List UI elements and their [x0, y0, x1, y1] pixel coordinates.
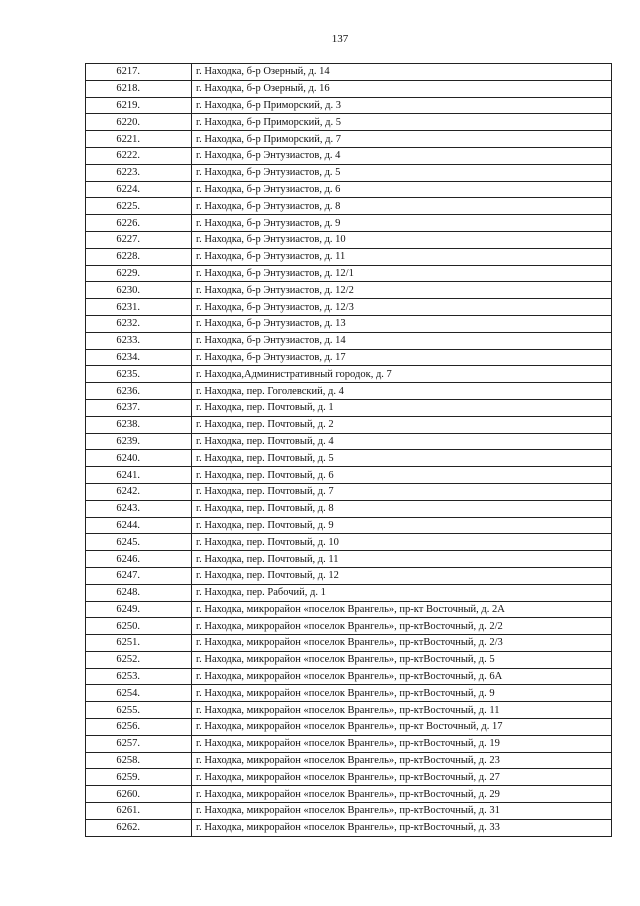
row-address: г. Находка, микрорайон «поселок Врангель», пр-ктВосточный, д. 2/2	[192, 618, 612, 635]
table-row	[86, 164, 612, 181]
row-number: 6218.	[86, 80, 192, 97]
row-address: г. Находка, б-р Энтузиастов, д. 6	[192, 181, 612, 198]
table-row	[86, 601, 612, 618]
table-row	[86, 450, 612, 467]
row-address: г. Находка, б-р Энтузиастов, д. 10	[192, 231, 612, 248]
row-number: 6262.	[86, 819, 192, 836]
table-row	[86, 685, 612, 702]
row-address: г. Находка, микрорайон «поселок Врангель», пр-ктВосточный, д. 27	[192, 769, 612, 786]
row-number: 6240.	[86, 450, 192, 467]
table-row	[86, 735, 612, 752]
table-row	[86, 383, 612, 400]
row-number: 6257.	[86, 735, 192, 752]
table-row	[86, 97, 612, 114]
table-row	[86, 702, 612, 719]
table-row	[86, 786, 612, 803]
row-number: 6232.	[86, 315, 192, 332]
row-address: г. Находка, пер. Почтовый, д. 11	[192, 551, 612, 568]
row-address: г. Находка, пер. Гоголевский, д. 4	[192, 383, 612, 400]
row-address: г. Находка, б-р Энтузиастов, д. 5	[192, 164, 612, 181]
row-address: г. Находка, пер. Почтовый, д. 12	[192, 567, 612, 584]
table-row	[86, 635, 612, 652]
row-address: г. Находка, микрорайон «поселок Врангель», пр-кт Восточный, д. 2А	[192, 601, 612, 618]
table-row	[86, 231, 612, 248]
table-row	[86, 467, 612, 484]
row-number: 6256.	[86, 719, 192, 736]
table-row	[86, 399, 612, 416]
table-row	[86, 433, 612, 450]
row-number: 6235.	[86, 366, 192, 383]
table-row	[86, 618, 612, 635]
row-address: г. Находка, микрорайон «поселок Врангель», пр-ктВосточный, д. 9	[192, 685, 612, 702]
row-number: 6261.	[86, 803, 192, 820]
row-address: г. Находка, б-р Озерный, д. 14	[192, 64, 612, 81]
row-address: г. Находка, б-р Энтузиастов, д. 8	[192, 198, 612, 215]
row-address: г. Находка, б-р Энтузиастов, д. 14	[192, 332, 612, 349]
table-row	[86, 668, 612, 685]
row-address: г. Находка, б-р Энтузиастов, д. 9	[192, 215, 612, 232]
row-address: г. Находка, б-р Энтузиастов, д. 13	[192, 315, 612, 332]
row-address: г. Находка, б-р Энтузиастов, д. 11	[192, 248, 612, 265]
row-address: г. Находка, микрорайон «поселок Врангель», пр-ктВосточный, д. 31	[192, 803, 612, 820]
row-number: 6226.	[86, 215, 192, 232]
row-number: 6247.	[86, 567, 192, 584]
row-number: 6219.	[86, 97, 192, 114]
table-row	[86, 719, 612, 736]
row-address: г. Находка, пер. Почтовый, д. 10	[192, 534, 612, 551]
row-address: г. Находка, б-р Озерный, д. 16	[192, 80, 612, 97]
row-address: г. Находка, микрорайон «поселок Врангель», пр-ктВосточный, д. 11	[192, 702, 612, 719]
row-address: г. Находка, микрорайон «поселок Врангель», пр-ктВосточный, д. 19	[192, 735, 612, 752]
row-number: 6229.	[86, 265, 192, 282]
row-number: 6249.	[86, 601, 192, 618]
table-row	[86, 114, 612, 131]
table-row	[86, 349, 612, 366]
row-address: г. Находка, пер. Почтовый, д. 7	[192, 483, 612, 500]
row-number: 6223.	[86, 164, 192, 181]
row-number: 6255.	[86, 702, 192, 719]
row-number: 6245.	[86, 534, 192, 551]
table-row	[86, 332, 612, 349]
table-row	[86, 517, 612, 534]
table-row	[86, 64, 612, 81]
row-number: 6220.	[86, 114, 192, 131]
table-row	[86, 80, 612, 97]
row-number: 6244.	[86, 517, 192, 534]
table-row	[86, 265, 612, 282]
row-address: г. Находка, микрорайон «поселок Врангель», пр-ктВосточный, д. 5	[192, 651, 612, 668]
table-row	[86, 752, 612, 769]
table-row	[86, 248, 612, 265]
row-address: г. Находка, б-р Энтузиастов, д. 12/3	[192, 299, 612, 316]
table-row	[86, 315, 612, 332]
row-number: 6252.	[86, 651, 192, 668]
table-row	[86, 215, 612, 232]
row-number: 6254.	[86, 685, 192, 702]
row-number: 6238.	[86, 416, 192, 433]
row-address: г. Находка, б-р Приморский, д. 5	[192, 114, 612, 131]
row-number: 6225.	[86, 198, 192, 215]
row-address: г. Находка, пер. Почтовый, д. 1	[192, 399, 612, 416]
row-address: г. Находка, пер. Рабочий, д. 1	[192, 584, 612, 601]
row-number: 6239.	[86, 433, 192, 450]
row-number: 6237.	[86, 399, 192, 416]
row-address: г. Находка, микрорайон «поселок Врангель», пр-ктВосточный, д. 6А	[192, 668, 612, 685]
row-address: г. Находка, пер. Почтовый, д. 4	[192, 433, 612, 450]
row-number: 6251.	[86, 635, 192, 652]
row-address: г. Находка,Административный городок, д. 7	[192, 366, 612, 383]
table-row	[86, 147, 612, 164]
row-address: г. Находка, б-р Энтузиастов, д. 4	[192, 147, 612, 164]
row-address: г. Находка, пер. Почтовый, д. 8	[192, 500, 612, 517]
row-address: г. Находка, пер. Почтовый, д. 6	[192, 467, 612, 484]
table-row	[86, 534, 612, 551]
row-number: 6253.	[86, 668, 192, 685]
row-address: г. Находка, микрорайон «поселок Врангель», пр-ктВосточный, д. 33	[192, 819, 612, 836]
row-number: 6222.	[86, 147, 192, 164]
table-row	[86, 416, 612, 433]
row-number: 6221.	[86, 131, 192, 148]
row-number: 6234.	[86, 349, 192, 366]
row-number: 6250.	[86, 618, 192, 635]
row-number: 6260.	[86, 786, 192, 803]
table-row	[86, 366, 612, 383]
table-row	[86, 769, 612, 786]
row-number: 6241.	[86, 467, 192, 484]
row-address: г. Находка, микрорайон «поселок Врангель», пр-кт Восточный, д. 17	[192, 719, 612, 736]
row-address: г. Находка, б-р Энтузиастов, д. 12/2	[192, 282, 612, 299]
table-row	[86, 551, 612, 568]
table-row	[86, 131, 612, 148]
row-address: г. Находка, б-р Приморский, д. 3	[192, 97, 612, 114]
table-row	[86, 567, 612, 584]
row-number: 6258.	[86, 752, 192, 769]
page-number: 137	[331, 33, 349, 45]
table-row	[86, 282, 612, 299]
table-row	[86, 651, 612, 668]
row-number: 6246.	[86, 551, 192, 568]
table-row	[86, 819, 612, 836]
row-number: 6233.	[86, 332, 192, 349]
address-table-body	[86, 64, 612, 837]
table-row	[86, 483, 612, 500]
row-address: г. Находка, пер. Почтовый, д. 2	[192, 416, 612, 433]
table-row	[86, 500, 612, 517]
row-address: г. Находка, микрорайон «поселок Врангель», пр-ктВосточный, д. 29	[192, 786, 612, 803]
row-address: г. Находка, б-р Приморский, д. 7	[192, 131, 612, 148]
row-number: 6242.	[86, 483, 192, 500]
table-row	[86, 198, 612, 215]
row-address: г. Находка, пер. Почтовый, д. 9	[192, 517, 612, 534]
row-number: 6243.	[86, 500, 192, 517]
row-number: 6230.	[86, 282, 192, 299]
row-number: 6227.	[86, 231, 192, 248]
row-number: 6259.	[86, 769, 192, 786]
row-number: 6236.	[86, 383, 192, 400]
table-row	[86, 181, 612, 198]
address-table	[85, 63, 612, 837]
row-number: 6248.	[86, 584, 192, 601]
row-address: г. Находка, пер. Почтовый, д. 5	[192, 450, 612, 467]
row-number: 6231.	[86, 299, 192, 316]
row-number: 6228.	[86, 248, 192, 265]
table-row	[86, 299, 612, 316]
table-row	[86, 803, 612, 820]
row-number: 6224.	[86, 181, 192, 198]
row-address: г. Находка, б-р Энтузиастов, д. 17	[192, 349, 612, 366]
row-number: 6217.	[86, 64, 192, 81]
row-address: г. Находка, б-р Энтузиастов, д. 12/1	[192, 265, 612, 282]
table-row	[86, 584, 612, 601]
row-address: г. Находка, микрорайон «поселок Врангель», пр-ктВосточный, д. 2/3	[192, 635, 612, 652]
row-address: г. Находка, микрорайон «поселок Врангель», пр-ктВосточный, д. 23	[192, 752, 612, 769]
